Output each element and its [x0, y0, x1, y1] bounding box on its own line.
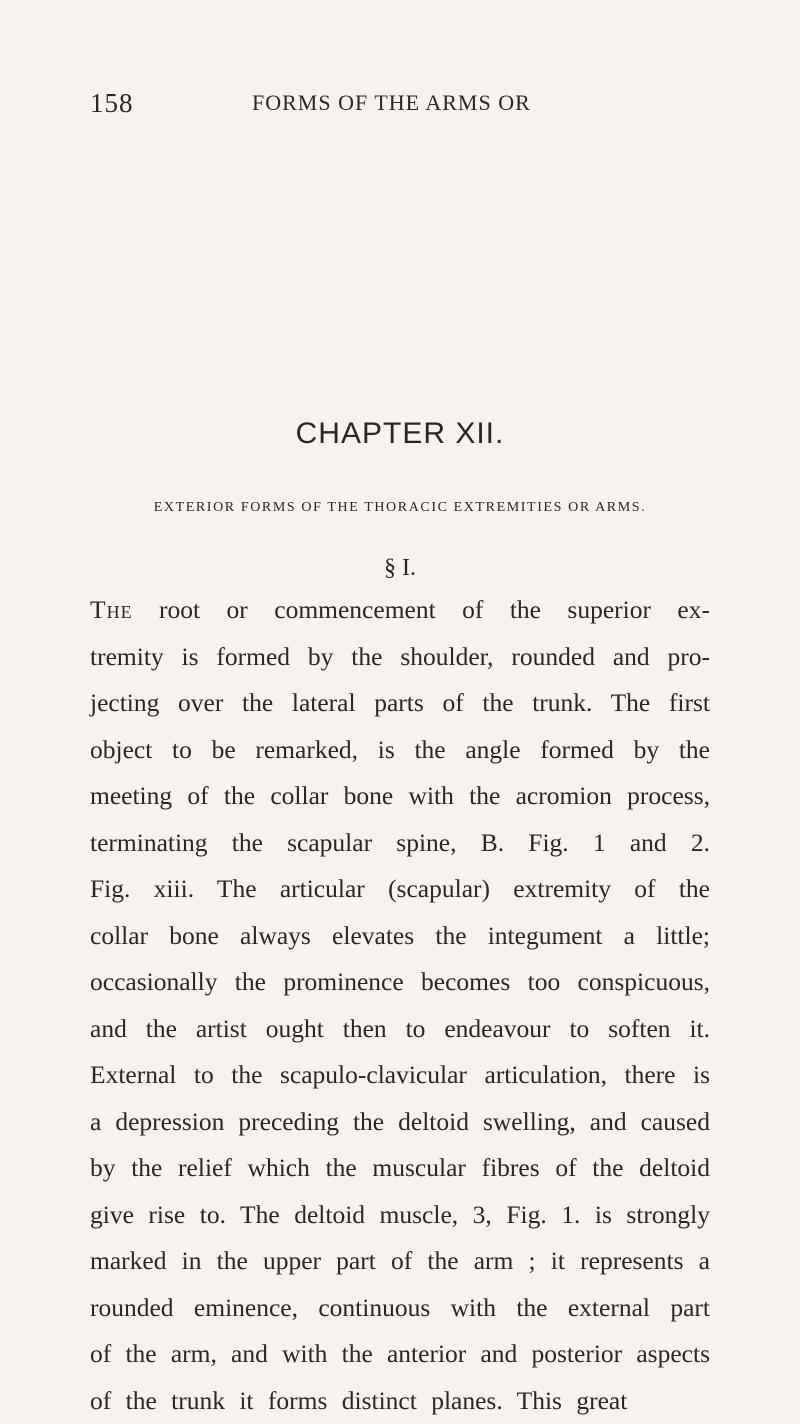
- text-line-rest: root or commencement of the superior ex-: [133, 595, 710, 624]
- text-line: marked in the upper part of the arm ; it represents a: [90, 1238, 710, 1285]
- text-line: rounded eminence, continuous with the external part: [90, 1285, 710, 1332]
- text-line: terminating the scapular spine, B. Fig. 1 and 2.: [90, 820, 710, 867]
- text-line: a depression preceding the deltoid swelling, and caused: [90, 1099, 710, 1146]
- running-head: [90, 88, 710, 122]
- text-line: meeting of the collar bone with the acromion process,: [90, 773, 710, 820]
- running-title: FORMS OF THE ARMS OR: [252, 90, 531, 116]
- text-line: and the artist ought then to endeavour to soften it.: [90, 1006, 710, 1053]
- text-line: of the arm, and with the anterior and posterior aspects: [90, 1331, 710, 1378]
- text-line: by the relief which the muscular fibres of the deltoid: [90, 1145, 710, 1192]
- text-line: of the trunk it forms distinct planes. This great: [90, 1378, 710, 1424]
- text-line: give rise to. The deltoid muscle, 3, Fig. 1. is strongly: [90, 1192, 710, 1239]
- text-line: jecting over the lateral parts of the trunk. The first: [90, 680, 710, 727]
- text-line: [90, 587, 710, 634]
- page-number: 158: [90, 88, 134, 119]
- text-line: collar bone always elevates the integument a little;: [90, 913, 710, 960]
- body-paragraph: [90, 587, 710, 1424]
- section-heading: § I.: [0, 555, 800, 582]
- chapter-subtitle: EXTERIOR FORMS OF THE THORACIC EXTREMITIES OR ARMS.: [0, 500, 800, 516]
- text-line: Fig. xiii. The articular (scapular) extremity of the: [90, 866, 710, 913]
- text-line: object to be remarked, is the angle formed by the: [90, 727, 710, 774]
- text-line: occasionally the prominence becomes too conspicuous,: [90, 959, 710, 1006]
- text-line: External to the scapulo-clavicular articulation, there is: [90, 1052, 710, 1099]
- chapter-title: CHAPTER XII.: [0, 417, 800, 451]
- text-line: tremity is formed by the shoulder, rounded and pro-: [90, 634, 710, 681]
- first-word: The: [90, 595, 133, 624]
